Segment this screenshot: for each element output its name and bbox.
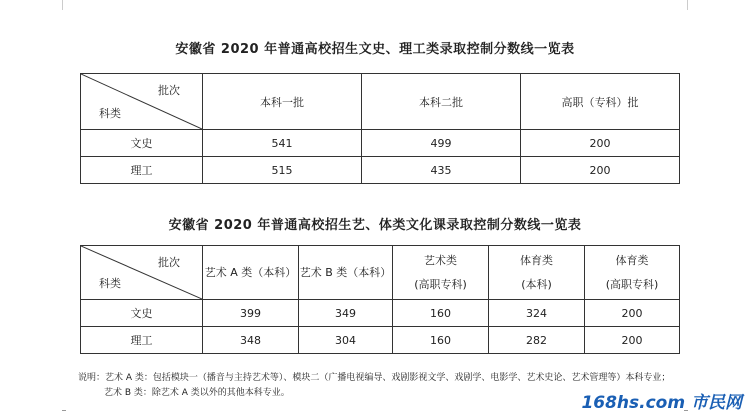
diagonal-header-cell [81, 74, 203, 130]
page-edge [62, 0, 688, 10]
header-category-label: 科类 [99, 107, 121, 120]
score-cell: 304 [299, 327, 393, 354]
score-cell: 282 [489, 327, 585, 354]
score-cell: 200 [585, 327, 680, 354]
score-cell: 200 [521, 130, 680, 157]
score-cell: 324 [489, 300, 585, 327]
column-header: 本科一批 [203, 74, 362, 130]
note-line: 说明：艺术 A 类：包括模块一（播音与主持艺术等）、模块二（广播电视编导、戏剧影视文学、戏剧学、电影学、艺术史论、艺术管理等）本科专业； [78, 373, 671, 383]
column-header: 艺术类 (高职专科) [393, 246, 489, 300]
table-row [81, 157, 680, 184]
column-header: 高职（专科）批 [521, 74, 680, 130]
table-header-row [81, 74, 680, 130]
column-header: 艺术 A 类（本科） [203, 246, 299, 300]
table2 [80, 245, 680, 354]
row-category: 文史 [81, 300, 203, 327]
row-category: 理工 [81, 327, 203, 354]
score-cell: 541 [203, 130, 362, 157]
column-header: 体育类 (本科) [489, 246, 585, 300]
table-row [81, 130, 680, 157]
score-cell: 499 [362, 130, 521, 157]
score-cell: 399 [203, 300, 299, 327]
score-cell: 200 [585, 300, 680, 327]
score-cell: 160 [393, 327, 489, 354]
header-batch-label: 批次 [158, 84, 180, 97]
column-header: 本科二批 [362, 74, 521, 130]
table-header-row [81, 246, 680, 300]
column-header: 体育类 (高职专科) [585, 246, 680, 300]
watermark-logo: 168hs.com 市民网 [581, 393, 742, 413]
note-line: 艺术 B 类：除艺术 A 类以外的其他本科专业。 [104, 388, 290, 398]
score-cell: 515 [203, 157, 362, 184]
diagonal-header-cell [81, 246, 203, 300]
table-row [81, 327, 680, 354]
score-cell: 435 [362, 157, 521, 184]
row-category: 理工 [81, 157, 203, 184]
table1 [80, 73, 680, 184]
score-cell: 200 [521, 157, 680, 184]
score-cell: 349 [299, 300, 393, 327]
table-row [81, 300, 680, 327]
score-cell: 348 [203, 327, 299, 354]
score-cell: 160 [393, 300, 489, 327]
table2-title: 安徽省 2020 年普通高校招生艺、体类文化课录取控制分数线一览表 [168, 218, 582, 233]
table1-title: 安徽省 2020 年普通高校招生文史、理工类录取控制分数线一览表 [175, 42, 575, 57]
column-header: 艺术 B 类（本科） [299, 246, 393, 300]
header-batch-label: 批次 [158, 256, 180, 269]
page-corner-mark [62, 410, 66, 411]
row-category: 文史 [81, 130, 203, 157]
header-category-label: 科类 [99, 277, 121, 290]
